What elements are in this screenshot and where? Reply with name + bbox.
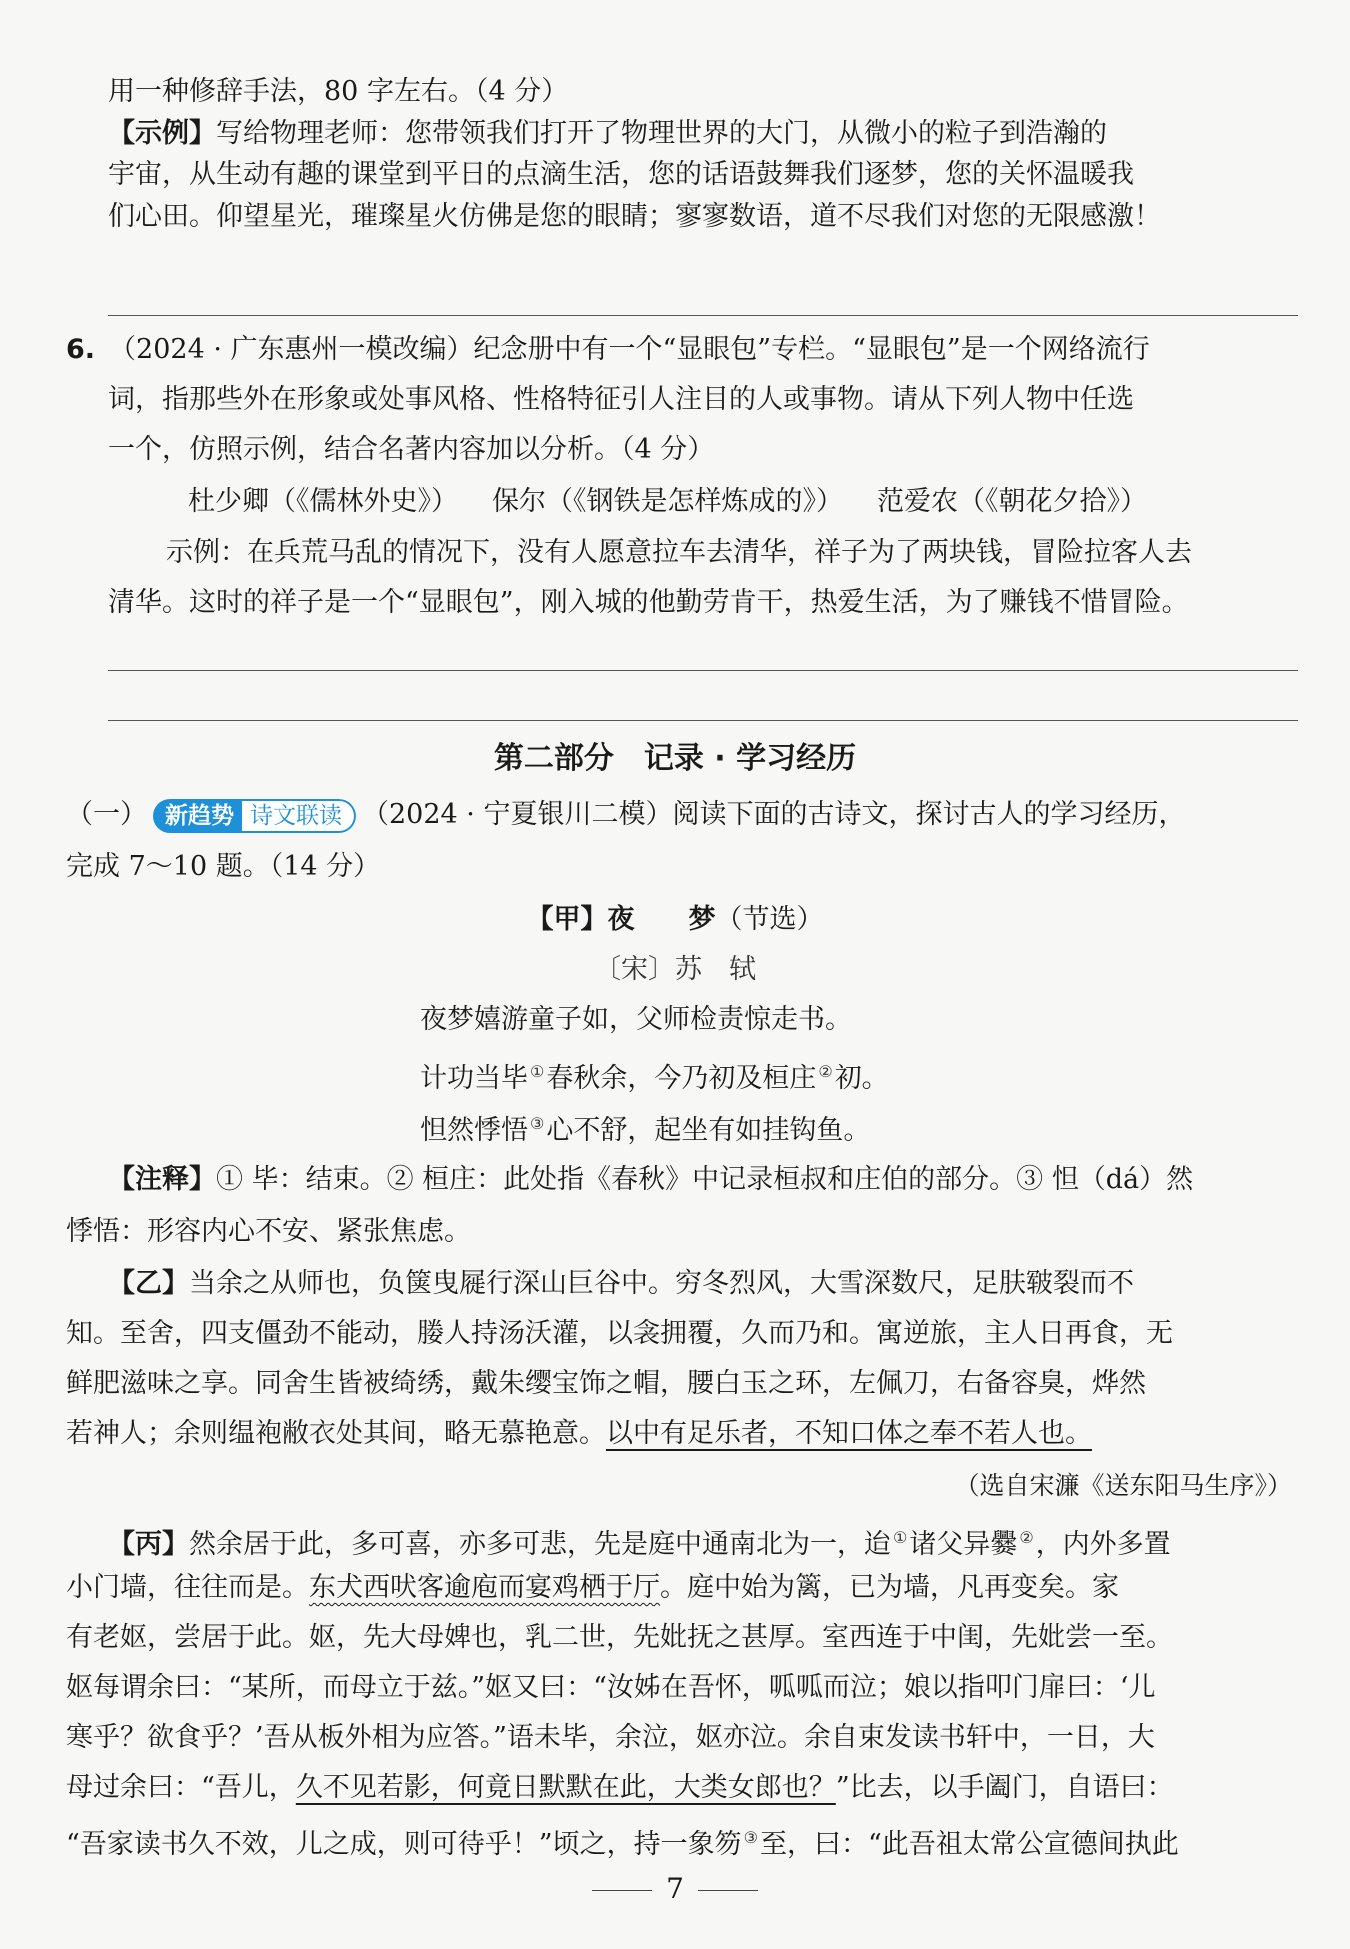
- poem-title-note: （节选）: [715, 904, 824, 935]
- example-line: [108, 114, 1350, 154]
- footnote-mark: ③: [743, 1828, 758, 1847]
- section-prefix: （一）: [66, 799, 147, 830]
- passage-text: 小门墙，往往而是。: [66, 1572, 309, 1603]
- passage-label: 【丙】: [108, 1529, 189, 1560]
- passage-text: 母过余曰：“吾儿，: [66, 1772, 296, 1803]
- poem-line: [420, 1052, 1350, 1099]
- poem-line: [420, 1104, 1350, 1151]
- passage-text: 然余居于此，多可喜，亦多可悲，先是庭中通南北为一，迨: [189, 1529, 891, 1560]
- option-item: 保尔（《钢铁是怎样炼成的》）: [492, 486, 843, 517]
- footnote-mark: ③: [530, 1114, 545, 1133]
- passage-bing-line: 寒乎？欲食乎？’吾从板外相为应答。”语未毕，余泣，妪亦泣。余自束发读书轩中，一日，大: [66, 1722, 1155, 1753]
- poem-title-a: 夜: [607, 904, 635, 935]
- passage-bing-line: [108, 1518, 1350, 1565]
- poem-author: 〔宋〕苏 轼: [594, 954, 756, 985]
- poem-text: 心不舒，起坐有如挂钩鱼。: [546, 1115, 871, 1146]
- underlined-sentence: 以中有足乐者，不知口体之奉不若人也。: [606, 1418, 1092, 1449]
- option-item: 范爱农（《朝花夕拾》）: [877, 486, 1147, 517]
- question-5-tail: 用一种修辞手法，80 字左右。（4 分）: [108, 76, 569, 107]
- passage-text: 诸父异爨: [909, 1529, 1018, 1560]
- passage-bing-line: 妪每谓余曰：“某所，而母立于兹。”妪又曰：“汝姊在吾怀，呱呱而泣；娘以指叩门扉曰：‘儿: [66, 1672, 1156, 1703]
- poem-text: 初。: [834, 1063, 889, 1094]
- option-item: 杜少卿（《儒林外史》）: [188, 486, 458, 517]
- answer-line: [108, 315, 1298, 316]
- footnote-mark: ②: [1019, 1528, 1034, 1547]
- passage-source: （选自宋濂《送东阳马生序》）: [954, 1471, 1292, 1500]
- notes-text: ① 毕：结束。② 桓庄：此处指《春秋》中记录桓叔和庄伯的部分。③ 怛（dá）然: [216, 1164, 1194, 1195]
- poem-label: 【甲】: [526, 904, 608, 935]
- section-intro-line: [66, 795, 1350, 835]
- example-label: 【示例】: [108, 118, 216, 149]
- passage-text: 若神人；余则缊袍敝衣处其间，略无慕艳意。: [66, 1418, 606, 1449]
- passage-text: ”比去，以手阖门，自语曰：: [835, 1772, 1174, 1803]
- footnote-mark: ②: [818, 1062, 833, 1081]
- poem-text: 计功当毕: [420, 1063, 528, 1094]
- example-line: 们心田。仰望星光，璀璨星火仿佛是您的眼睛；寥寥数语，道不尽我们对您的无限感激！: [108, 201, 1161, 232]
- example-text: 写给物理老师：您带领我们打开了物理世界的大门，从微小的粒子到浩瀚的: [216, 118, 1107, 149]
- page-number: [0, 1872, 1350, 1905]
- passage-yi-line: [108, 1264, 1350, 1304]
- section-intro-line: 完成 7～10 题。（14 分）: [66, 851, 381, 882]
- notes-line: [108, 1160, 1350, 1200]
- poem-line: 夜梦嬉游童子如，父师检责惊走书。: [420, 1004, 852, 1035]
- wavy-underlined-sentence: 东犬西吠客逾庖而宴鸡栖于厅: [309, 1572, 660, 1603]
- passage-bing-line: [66, 1818, 1350, 1865]
- badge-reading: 诗文联读: [242, 799, 356, 833]
- underlined-sentence: 久不见若影，何竟日默默在此，大类女郎也？: [295, 1772, 836, 1803]
- new-trend-badge: [153, 799, 356, 833]
- divider: [592, 1890, 652, 1891]
- poem-title: [0, 900, 1350, 940]
- question-6-line: 一个，仿照示例，结合名著内容加以分析。（4 分）: [108, 434, 715, 465]
- poem-text: 怛然悸悟: [420, 1115, 528, 1146]
- page-number-text: 7: [666, 1872, 684, 1905]
- passage-text: 至，曰：“此吾祖太常公宣德间执此: [759, 1829, 1179, 1860]
- footnote-mark: ①: [893, 1528, 908, 1547]
- passage-bing-line: [66, 1768, 1350, 1808]
- passage-text: 。庭中始为篱，已为墙，凡再变矣。家: [660, 1572, 1119, 1603]
- question-text: （2024 · 广东惠州一模改编）纪念册中有一个“显眼包”专栏。“显眼包”是一个网络流行: [109, 334, 1150, 365]
- notes-line: 悸悟：形容内心不安、紧张焦虑。: [66, 1216, 471, 1247]
- divider: [698, 1890, 758, 1891]
- passage-yi-line: 知。至舍，四支僵劲不能动，媵人持汤沃灌，以衾拥覆，久而乃和。寓逆旅，主人日再食，无: [66, 1318, 1173, 1349]
- options-row: [188, 482, 1350, 522]
- question-6-line: [66, 330, 1350, 370]
- passage-text: “吾家读书久不效，儿之成，则可待乎！”顷之，持一象笏: [66, 1829, 742, 1860]
- passage-text: ，内外多置: [1035, 1529, 1171, 1560]
- passage-bing-line: [66, 1568, 1350, 1608]
- q6-example-line: 清华。这时的祥子是一个“显眼包”，刚入城的他勤劳肯干，热爱生活，为了赚钱不惜冒险。: [108, 587, 1189, 618]
- q6-example-line: 示例：在兵荒马乱的情况下，没有人愿意拉车去清华，祥子为了两块钱，冒险拉客人去: [166, 537, 1192, 568]
- passage-text: 当余之从师也，负箧曳屣行深山巨谷中。穷冬烈风，大雪深数尺，足肤皲裂而不: [189, 1268, 1134, 1299]
- passage-label: 【乙】: [108, 1268, 189, 1299]
- section-intro-text: （2024 · 宁夏银川二模）阅读下面的古诗文，探讨古人的学习经历，: [362, 799, 1186, 830]
- section-heading: 第二部分 记录 · 学习经历: [493, 741, 857, 776]
- passage-bing-line: 有老妪，尝居于此。妪，先大母婢也，乳二世，先妣抚之甚厚。室西连于中闺，先妣尝一至。: [66, 1622, 1173, 1653]
- question-number: 6.: [66, 334, 96, 365]
- passage-yi-line: 鲜肥滋味之享。同舍生皆被绮绣，戴朱缨宝饰之帽，腰白玉之环，左佩刀，右备容臭，烨然: [66, 1368, 1146, 1399]
- badge-trend: 新趋势: [153, 799, 242, 833]
- answer-line: [108, 670, 1298, 671]
- notes-label: 【注释】: [108, 1164, 216, 1195]
- poem-text: 春秋余，今乃初及桓庄: [546, 1063, 817, 1094]
- answer-line: [108, 720, 1298, 721]
- poem-title-b: 梦: [688, 904, 716, 935]
- example-line: 宇宙，从生动有趣的课堂到平日的点滴生活，您的话语鼓舞我们逐梦，您的关怀温暖我: [108, 159, 1134, 190]
- question-6-line: 词，指那些外在形象或处事风格、性格特征引人注目的人或事物。请从下列人物中任选: [108, 384, 1134, 415]
- passage-yi-line: [66, 1414, 1350, 1454]
- footnote-mark: ①: [530, 1062, 545, 1081]
